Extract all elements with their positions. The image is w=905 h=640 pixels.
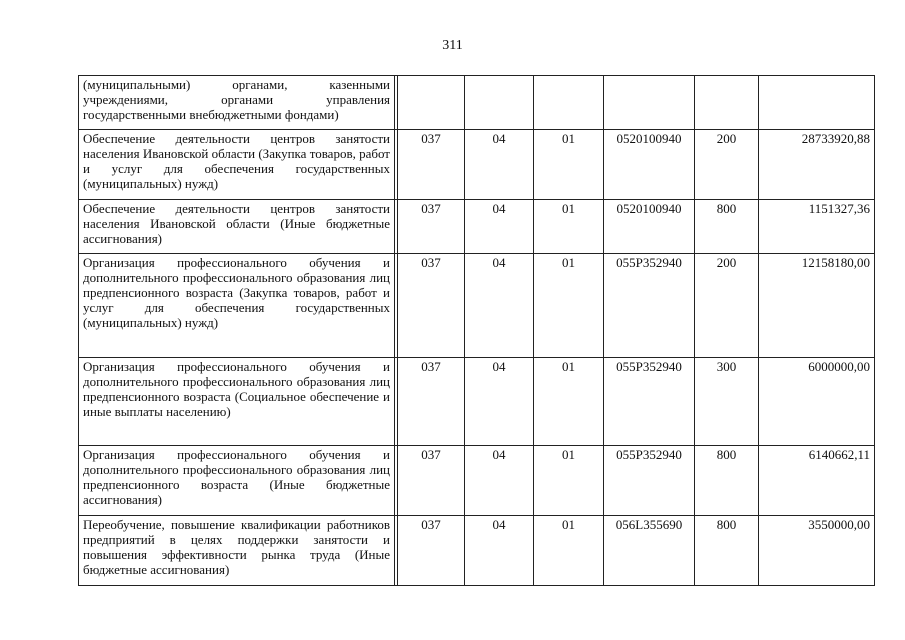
row-type: 300	[695, 358, 759, 446]
row-amount: 1151327,36	[759, 200, 875, 254]
row-description: Обеспечение деятельности центров занятости населения Ивановской области (Иные бюджетные ассигнования)	[79, 200, 395, 254]
row-type: 200	[695, 130, 759, 200]
row-target	[604, 76, 695, 130]
page-number: 311	[442, 38, 463, 53]
row-type: 800	[695, 516, 759, 586]
row-subsection	[534, 76, 604, 130]
row-type: 800	[695, 446, 759, 516]
row-subsection: 01	[534, 446, 604, 516]
row-target: 055P352940	[604, 254, 695, 358]
row-type: 800	[695, 200, 759, 254]
row-code: 037	[398, 200, 465, 254]
row-code: 037	[398, 446, 465, 516]
row-subsection: 01	[534, 200, 604, 254]
row-type: 200	[695, 254, 759, 358]
row-code: 037	[398, 254, 465, 358]
row-subsection: 01	[534, 254, 604, 358]
row-description: Переобучение, повышение квалификации работников предприятий в целях поддержки занятости и повышения эффективности рынка труда (Иные бюджетные ассигнования)	[79, 516, 395, 586]
row-subsection: 01	[534, 130, 604, 200]
budget-table	[78, 75, 875, 586]
row-target: 056L355690	[604, 516, 695, 586]
row-description: Организация профессионального обучения и дополнительного профессионального образования лиц предпенсионного возраста (Социальное обеспечение и иные выплаты населению)	[79, 358, 395, 446]
row-amount: 6000000,00	[759, 358, 875, 446]
row-description: (муниципальными) органами, казенными учреждениями, органами управления государственными внебюджетными фондами)	[79, 76, 395, 130]
row-section: 04	[465, 516, 534, 586]
table-row	[79, 200, 875, 254]
table-row	[79, 516, 875, 586]
row-target: 055P352940	[604, 358, 695, 446]
row-subsection: 01	[534, 358, 604, 446]
row-section: 04	[465, 358, 534, 446]
row-target: 055P352940	[604, 446, 695, 516]
table-row	[79, 254, 875, 358]
row-target: 0520100940	[604, 130, 695, 200]
row-code: 037	[398, 358, 465, 446]
row-section: 04	[465, 446, 534, 516]
row-type	[695, 76, 759, 130]
row-target: 0520100940	[604, 200, 695, 254]
row-amount: 28733920,88	[759, 130, 875, 200]
row-amount: 3550000,00	[759, 516, 875, 586]
table-row	[79, 358, 875, 446]
row-amount	[759, 76, 875, 130]
row-section	[465, 76, 534, 130]
row-section: 04	[465, 254, 534, 358]
row-amount: 12158180,00	[759, 254, 875, 358]
table-row	[79, 76, 875, 130]
row-code: 037	[398, 130, 465, 200]
row-code: 037	[398, 516, 465, 586]
row-subsection: 01	[534, 516, 604, 586]
row-amount: 6140662,11	[759, 446, 875, 516]
row-description: Организация профессионального обучения и дополнительного профессионального образования лиц предпенсионного возраста (Закупка товаров, работ и услуг для обеспечения государственных (муниципальных) нужд)	[79, 254, 395, 358]
row-description: Организация профессионального обучения и дополнительного профессионального образования лиц предпенсионного возраста (Иные бюджетные ассигнования)	[79, 446, 395, 516]
row-section: 04	[465, 130, 534, 200]
table-row	[79, 130, 875, 200]
row-description: Обеспечение деятельности центров занятости населения Ивановской области (Закупка товаров, работ и услуг для обеспечения государственных (муниципальных) нужд)	[79, 130, 395, 200]
table-row	[79, 446, 875, 516]
row-code	[398, 76, 465, 130]
row-section: 04	[465, 200, 534, 254]
